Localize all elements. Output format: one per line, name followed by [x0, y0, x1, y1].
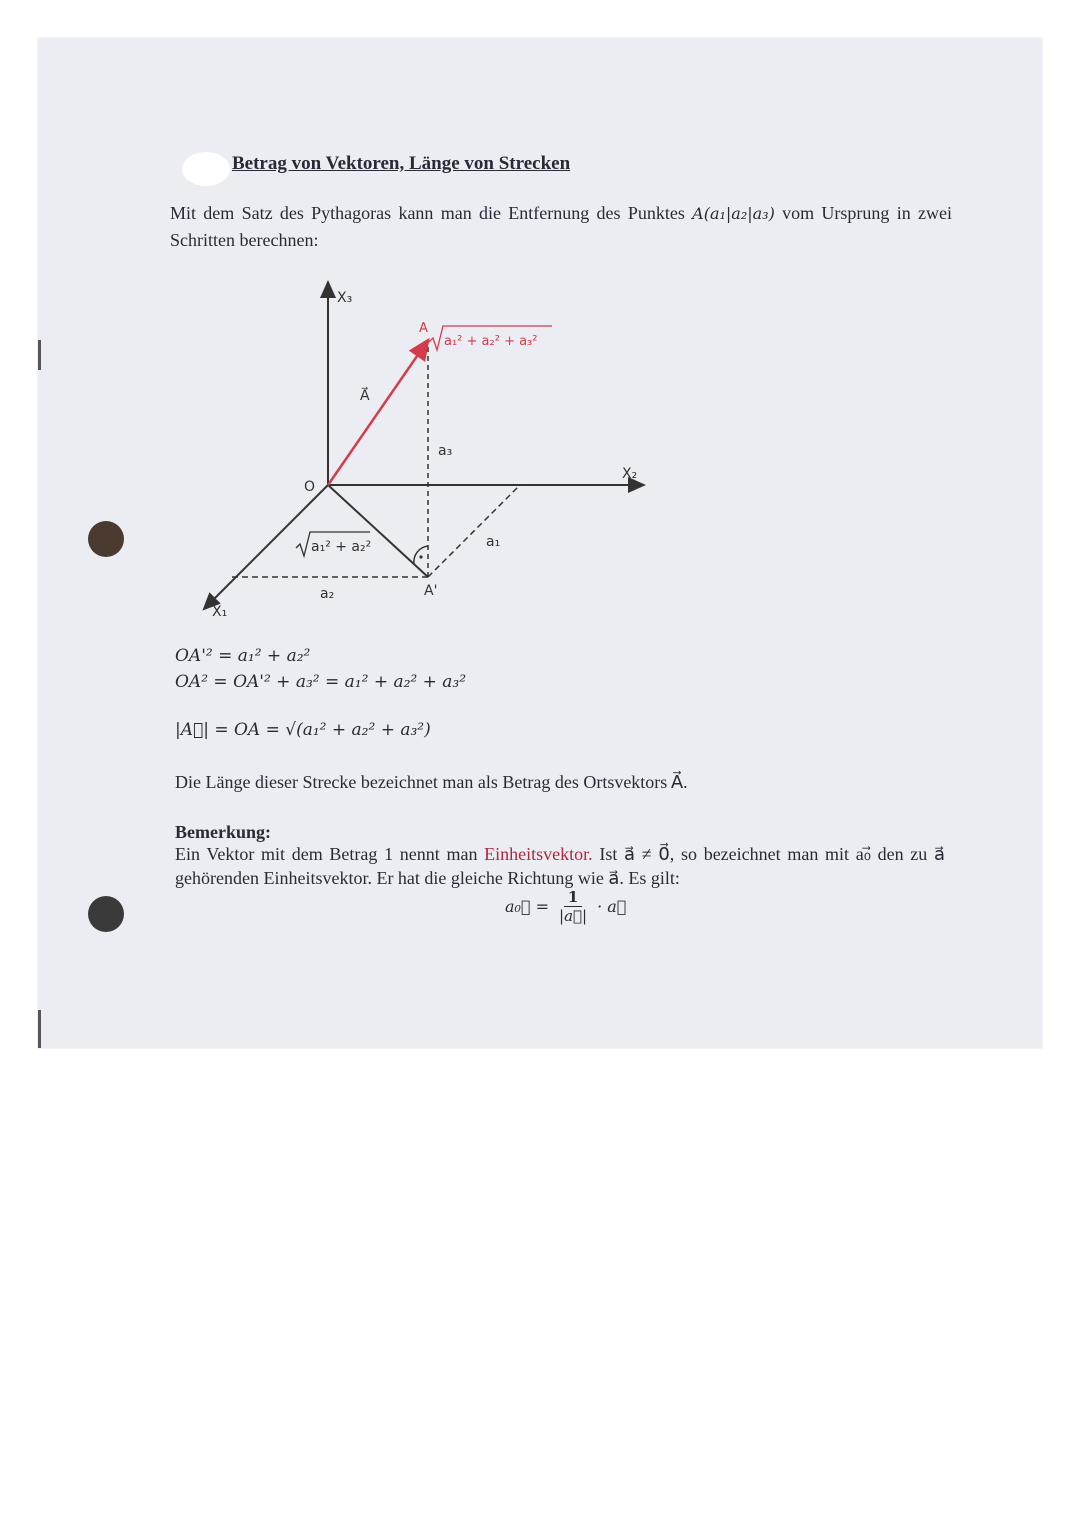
- right-angle-arc: [414, 546, 428, 564]
- x3-label: X₃: [337, 290, 353, 306]
- bemerkung-label: Bemerkung:: [175, 822, 271, 842]
- unit-vector-formula: [505, 888, 626, 925]
- a1-dashed-line: [428, 485, 520, 577]
- unit-formula-fraction: [555, 888, 591, 925]
- intro-text: Mit dem Satz des Pythagoras kann man die Entfernung des Punktes: [170, 203, 685, 223]
- intro-point: A(a₁|a₂|a₃): [692, 204, 775, 223]
- sqrt-small-label: [296, 532, 371, 556]
- page-title: Betrag von Vektoren, Länge von Strecken: [232, 153, 571, 174]
- unit-formula-lhs: a₀⃗ =: [505, 897, 550, 916]
- a3-label: a₃: [438, 443, 453, 459]
- x2-label: X₂: [622, 466, 638, 482]
- sheet-edge-mark: [38, 1010, 41, 1048]
- right-angle-dot: [419, 555, 422, 558]
- origin-label: O: [304, 479, 316, 495]
- bemerkung-paragraph: [175, 842, 945, 890]
- intro-text-2: vom Ursprung in zwei Schritten berechnen:: [170, 203, 952, 250]
- pythagoras-3d-diagram: [190, 280, 660, 625]
- sheet-edge-mark: [38, 340, 41, 370]
- einheitsvektor-highlight: Einheitsvektor.: [484, 844, 593, 864]
- sqrt-small-text: a₁² + a₂²: [311, 539, 372, 555]
- bemerkung-part1: Ein Vektor mit dem Betrag 1 nennt man: [175, 844, 478, 864]
- point-a-label: A: [419, 321, 428, 336]
- point-a-prime-label: A': [424, 583, 438, 599]
- oa-prime-line: [328, 485, 428, 577]
- x1-label: X₁: [212, 604, 228, 620]
- sqrt-large-label: [429, 326, 552, 350]
- x1-axis: [208, 485, 328, 605]
- formula-betrag: |A⃗| = OA = √(a₁² + a₂² + a₃²): [175, 720, 431, 740]
- bemerkung-part2: Ist a⃗ ≠ 0⃗, so bezeichnet man mit a₀⃗ den zu a⃗ gehörenden Einheitsvektor. Er hat die gleiche Richtung wie a⃗. Es gilt:: [175, 844, 946, 888]
- formula-oa-prime: OA'² = a₁² + a₂²: [175, 646, 311, 666]
- a2-label: a₂: [320, 586, 335, 602]
- vector-a-label: A⃗: [360, 388, 370, 404]
- betrag-definition-text: Die Länge dieser Strecke bezeichnet man als Betrag des Ortsvektors A⃗.: [175, 772, 688, 792]
- punch-hole: [88, 521, 124, 557]
- erased-blob: [182, 152, 230, 186]
- punch-hole: [88, 896, 124, 932]
- intro-paragraph: [170, 200, 952, 253]
- unit-formula-rhs: · a⃗: [597, 897, 627, 916]
- formula-oa: OA² = OA'² + a₃² = a₁² + a₂² + a₃²: [175, 672, 467, 692]
- fraction-numerator: 1: [564, 888, 582, 907]
- a1-label: a₁: [486, 534, 501, 550]
- vector-a-red: [328, 346, 424, 485]
- sqrt-large-text: a₁² + a₂² + a₃²: [444, 334, 538, 349]
- fraction-denominator: |a⃗|: [559, 907, 588, 925]
